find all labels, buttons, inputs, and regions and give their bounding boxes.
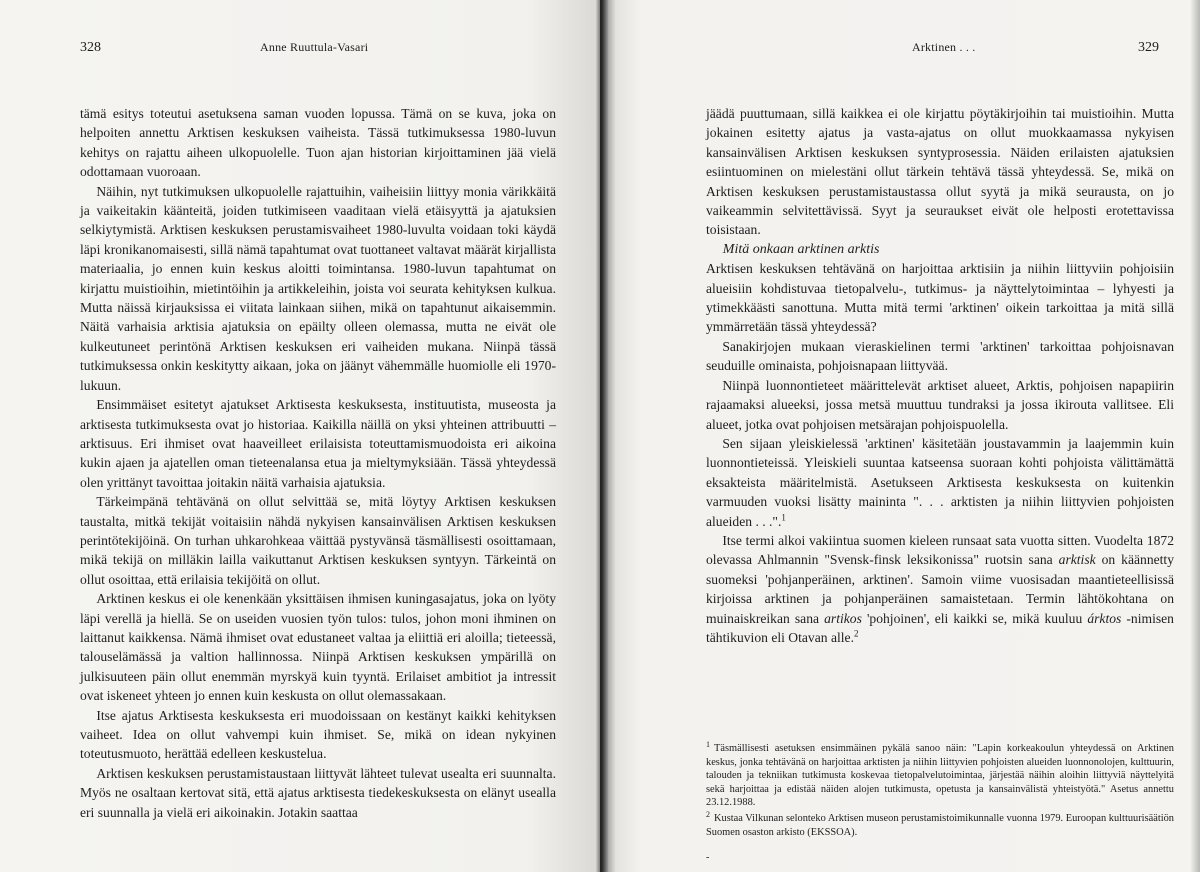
paragraph-text: Itse termi alkoi vakiintua suomen kieleen runsaat sata vuotta sitten. Vuodelta 1872 olevassa Ahlmannin "Svensk-finsk leksikonissa" ruotsin sana <box>706 532 1174 568</box>
footnote <box>706 739 1174 810</box>
book-gutter <box>596 0 608 872</box>
paragraph-with-footnote <box>706 531 1174 647</box>
paragraph: Tärkeimpänä tehtävänä on ollut selvittää se, mitä löytyy Arktisen keskuksen taustalta, mitkä tekijät voitaisiin nähdä nykyisen kansainvälisen Arktisen keskuksen perintötekijöinä. On turhan uhkarohkeaa väittää pystyvänsä täsmällisesti osoittamaan, mikä tekijä on milläkin lailla vaikuttanut Arktisen keskuksen syntyyn. Tärkeintä on ollut osoittaa, että erilaisia tekijöitä on ollut. <box>80 494 556 587</box>
paragraph: Ensimmäiset esitetyt ajatukset Arktisesta keskuksesta, instituutista, museosta ja arktisesta tutkimuksesta ovat jo historiaa. Kaikilla näillä on yksi yhteinen attribuutti – arktisuus. Eri ihmiset ovat haaveilleet erilaisista toteuttamismuodoista eri aikoina kukin ajaen ja ajatellen oman tieteenalansa etua ja mieltymyksiään. Tässä yhteydessä olen yrittänyt tavoittaa joitakin näitä varhaisia ajatuksia. <box>80 397 556 490</box>
paragraph-text: on käännetty suomeksi 'pohjanperäinen, arktinen'. Samoin viime vuosisadan maantieteellisissä kirjoissa arktinen ja pohjanperäinen samaistetaan. Termin lähtökohtana on muinaiskreikan sana <box>706 552 1174 626</box>
italic-term: arktisk <box>1058 552 1096 568</box>
page-number-left: 328 <box>80 40 101 55</box>
page-edge-shadow <box>1190 0 1200 872</box>
paragraph-text: 'pohjoinen', eli kaikki se, mikä kuuluu <box>861 610 1088 626</box>
paragraph: Sanakirjojen mukaan vieraskielinen termi 'arktinen' tarkoittaa pohjoisnavan seuduille ominaista, pohjoisnapaan liittyvää. <box>706 338 1174 374</box>
page-number-right: 329 <box>1138 40 1159 55</box>
paragraph: Arktisen keskuksen tehtävänä on harjoittaa arktisiin ja niihin liittyviin pohjoisiin alueisiin kohdistuvaa tietopalvelu-, tutkimus- ja näyttelytoimintaa – lyhyesti ja ytimekkäästi sanottuna. Mutta mitä termi 'arktinen' oikein tarkoittaa ja mitä sillä ymmärretään tässä yhteydessä? <box>706 261 1174 335</box>
paragraph-with-footnote <box>706 434 1174 531</box>
paragraph: Niinpä luonnontieteet määrittelevät arktiset alueet, Arktis, pohjoisen napapiirin rajaamaksi alueeksi, jossa metsä muuttuu tundraksi ja jossa ikirouta vallitsee. Eli alueet, jotka ovat pohjoisen metsärajan pohjoispuolella. <box>706 377 1174 432</box>
footnotes <box>706 739 1174 841</box>
italic-term: artikos <box>824 610 862 626</box>
paragraph: Itse ajatus Arktisesta keskuksesta eri muodoissaan on kestänyt kaikki kehityksen vaiheet. Idea on ollut vahvempi kuin ihmiset. Se, mikä on idean nykyinen toteutusmuoto, herättää edelleen keskustelua. <box>80 707 556 762</box>
footnote-marker[interactable]: 2 <box>853 628 859 639</box>
footnote-marker[interactable]: 1 <box>781 512 786 522</box>
left-body-text <box>80 104 556 822</box>
footnote-text: Täsmällisesti asetuksen ensimmäinen pykälä sanoo näin: "Lapin korkeakoulun yhteydessä on Arktinen keskus, jonka tehtävänä on harjoittaa arktisten ja niihin liittyvien pohjoisten alueiden luonnonolojen, kulttuurin, talouden ja tekniikan tutkimusta koskevaa tietopalvelutoimintaa, järjestää näihin aloihin liittyviä näyttelyitä sekä harjoittaa ja edistää näiden alojen tutkimusta, opetusta ja kansainvälistä yhteistyötä." Asetus annettu 23.12.1988. <box>706 743 1174 809</box>
paragraph-text: -nimisen tähtikuvion eli Otavan alle. <box>706 610 1174 645</box>
footnote-number: 2 <box>706 809 710 819</box>
footnote-number: 1 <box>706 739 710 749</box>
section <box>706 240 1174 648</box>
right-body-text <box>706 104 1174 647</box>
page-mark: - <box>706 852 710 863</box>
paragraph-text: Sen sijaan yleiskielessä 'arktinen' käsitetään joustavammin ja laajemmin kuin luonnontieteissä. Yleiskieli suuntaa katseensa suoraan kohti pohjoista välittämättä eksakteista määritelmistä. Asetukseen Arktisesta keskuksesta on kuitenkin varmuuden vuoksi lisätty maininta ". . . arktisten ja niihin liittyvien pohjoisten alueiden . . .". <box>706 435 1174 529</box>
paragraph: Arktinen keskus ei ole kenenkään yksittäisen ihmisen kuningasajatus, joka on lyöty läpi verellä ja hiellä. Se on useiden vuosien työn tulos: tulos, johon moni ihminen on laittanut kaikkensa. Nämä ihmiset ovat edustaneet valtaa ja eliittiä eri aloilla; tieteessä, talouselämässä ja valtion hallinnossa. Niinpä Arktisen keskuksen ympärillä on julkisuuteen päin ollut enemmän myrskyä kuin tyyntä. Erilaiset ambitiot ja intressit ovat iskeneet yhteen jo ennen kuin keskusta on ollut olemassakaan. <box>80 591 556 704</box>
paragraph: tämä esitys toteutui asetuksena saman vuoden lopussa. Tämä on se kuva, joka on helpoiten annettu Arktisen keskuksen vaiheista. Tässä tutkimuksessa 1980-luvun kehitys on rajattu aiheen ulkopuolelle. Tuon ajan historian kirjoittaminen jää vielä odottamaan vuoroaan. <box>80 106 556 180</box>
section-heading: Mitä onkaan arktinen arktis <box>722 241 880 257</box>
italic-term: árktos <box>1087 610 1122 626</box>
footnote <box>706 809 1174 839</box>
paragraph: Arktisen keskuksen perustamistaustaan liittyvät lähteet tulevat usealta eri suunnalta. Myös ne osaltaan kertovat sitä, että ajatus arktisesta tiedekeskuksesta on elänyt usealla eri suunnalla ja vielä eri aikoinakin. Jotakin saattaa <box>80 765 556 820</box>
running-head-left: Anne Ruuttula-Vasari <box>260 40 369 54</box>
paragraph: Näihin, nyt tutkimuksen ulkopuolelle rajattuihin, vaiheisiin liittyy monia värikkäitä ja vaikeitakin käänteitä, joiden tutkimiseen vaaditaan vielä etäisyyttä ja ajatuksien selkiytymistä. Arktisen keskuksen perustamisvaiheet 1980-luvulta voidaan toki käydä läpi kronikanomaisesti, sillä nämä tapahtumat ovat tuottaneet valtavat määrät kirjallista materiaalia, jo ennen kuin keskus aloitti toimintansa. 1980-luvun tapahtumat on kirjattu muistioihin, mietintöihin ja artikkeleihin, joista voi seurata kehityksen kulkua. Mutta näissä kirjauksissa ei viitata lainkaan siihen, mikä on tapahtunut aikaisemmin. Näitä varhaisia arktisia ajatuksia on epäilty olleen olemassa, mutta ne eivät ole kulkeutuneet perintönä Arktisen keskuksen eri vaiheiden mukana. Niinpä tässä tutkimuksessa onkin keskitytty aikaan, joka on jäänyt vähemmälle huomiolle eli 1970-lukuun. <box>80 183 556 393</box>
running-head-right: Arktinen . . . <box>912 40 976 54</box>
footnote-text: Kustaa Vilkunan selonteko Arktisen museon perustamistoimikunnalle vuonna 1979. Euroopan kulttuurisäätiön Suomen osaston arkisto (EKSSOA). <box>706 812 1174 838</box>
paragraph: jäädä puuttumaan, sillä kaikkea ei ole kirjattu pöytäkirjoihin tai muistioihin. Mutta jokainen esitetty ajatus ja vasta-ajatus on ollut muokkaamassa nykyisen kansainvälisen Arktisen keskuksen syntyprosessia. Näiden erilaisten ajatuksien esiintuominen on mielestäni ollut tärkein tehtävä tässä yhteydessä. Se, mikä on Arktisen keskuksen perustamistaustassa ollut syytä ja mikä seurausta, on jo vaikeammin selvitettävissä. Syyt ja seuraukset eivät ole helposti erotettavissa toisistaan. <box>706 106 1174 238</box>
